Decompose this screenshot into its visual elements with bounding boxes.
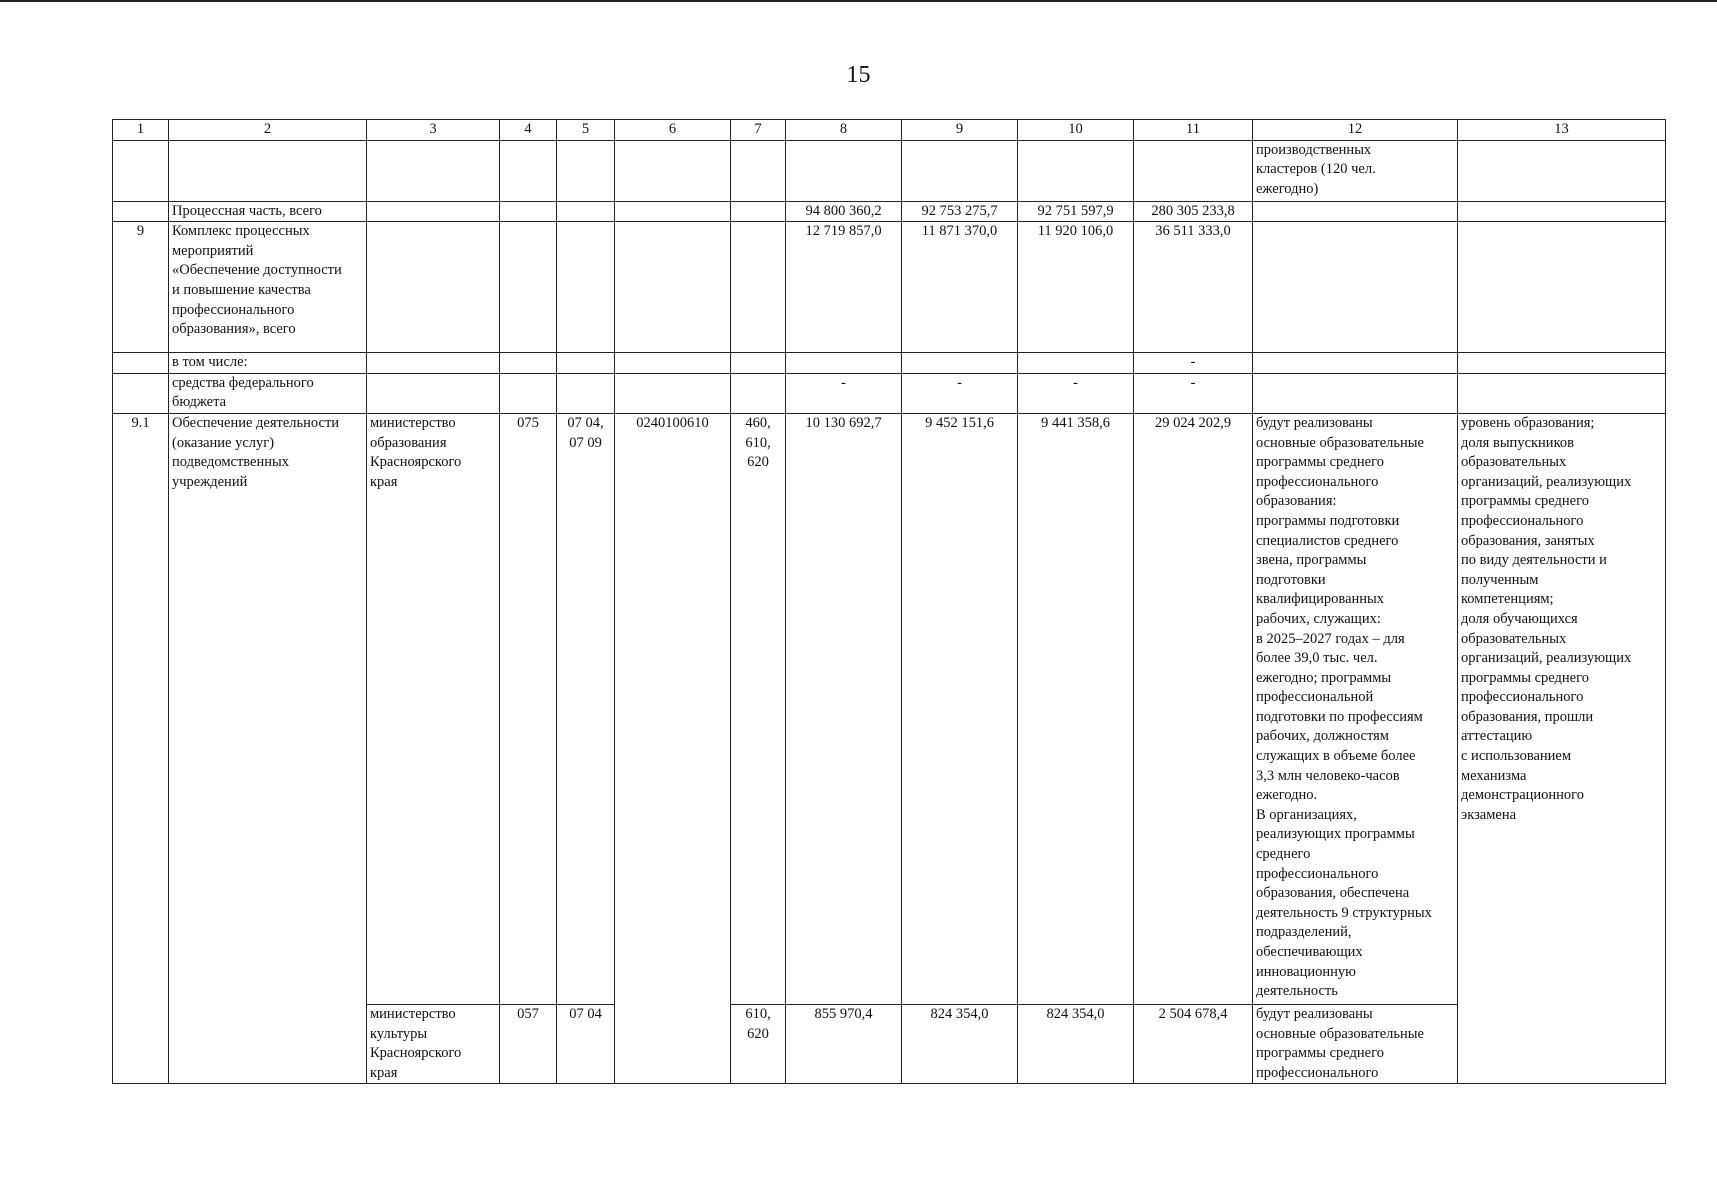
column-header: 13 bbox=[1458, 120, 1666, 141]
column-header: 1 bbox=[113, 120, 169, 141]
column-header: 5 bbox=[557, 120, 615, 141]
row-name: в том числе: bbox=[169, 353, 367, 374]
column-header: 2 bbox=[169, 120, 367, 141]
amount-2027: 824 354,0 bbox=[1018, 1004, 1134, 1083]
column-header: 10 bbox=[1018, 120, 1134, 141]
amount-2025: 12 719 857,0 bbox=[786, 222, 902, 353]
amount-total: 36 511 333,0 bbox=[1134, 222, 1253, 353]
amount-total: 280 305 233,8 bbox=[1134, 201, 1253, 222]
amount-2026: - bbox=[902, 373, 1018, 413]
column-header: 7 bbox=[731, 120, 786, 141]
amount-2025: - bbox=[786, 373, 902, 413]
expense-type: 460, 610, 620 bbox=[731, 413, 786, 1004]
column-header: 4 bbox=[500, 120, 557, 141]
target-indicators: уровень образования; доля выпускников образовательных организаций, реализующих программы среднего профессионального образования, занятых по виду деятельности и полученным компетенциям; доля обучающихся образовательных организаций, реализующих программы среднего профессионального образования, прошли аттестацию с использованием механизма демонстрационного экзамена bbox=[1458, 413, 1666, 1083]
amount-2027: 92 751 597,9 bbox=[1018, 201, 1134, 222]
amount-2026: 824 354,0 bbox=[902, 1004, 1018, 1083]
amount-total: 29 024 202,9 bbox=[1134, 413, 1253, 1004]
amount-2027: 11 920 106,0 bbox=[1018, 222, 1134, 353]
column-header: 9 bbox=[902, 120, 1018, 141]
page-number: 15 bbox=[846, 62, 871, 88]
column-header: 6 bbox=[615, 120, 731, 141]
program-table bbox=[112, 119, 1666, 1084]
amount-2026: 9 452 151,6 bbox=[902, 413, 1018, 1004]
column-header: 11 bbox=[1134, 120, 1253, 141]
column-header: 12 bbox=[1253, 120, 1458, 141]
expected-result: будут реализованы основные образовательные программы среднего профессионального образования: программы подготовки специалистов среднего звена, программы подготовки квалифицированных рабочих, служащих: в 2025–2027 годах – для более 39,0 тыс. чел. ежегодно; программы профессиональной подготовки по профессиям рабочих, должностям служащих в объеме более 3,3 млн человеко-часов ежегодно. В организациях, реализующих программы среднего профессионального образования, обеспечена деятельность 9 структурных подразделений, обеспечивающих инновационную деятельность bbox=[1253, 413, 1458, 1004]
table-row-continuation bbox=[113, 140, 1666, 201]
amount-2027: - bbox=[1018, 373, 1134, 413]
table-row-9-1-education bbox=[113, 413, 1666, 1004]
target-article: 0240100610 bbox=[615, 413, 731, 1083]
table-row-including bbox=[113, 353, 1666, 374]
column-number-row bbox=[113, 120, 1666, 141]
amount-2025: 94 800 360,2 bbox=[786, 201, 902, 222]
amount-2025: 855 970,4 bbox=[786, 1004, 902, 1083]
result-cell: производственных кластеров (120 чел. ежегодно) bbox=[1253, 140, 1458, 201]
row-number: 9.1 bbox=[113, 413, 169, 1083]
top-border-line bbox=[0, 0, 1717, 2]
amount-total: - bbox=[1134, 353, 1253, 374]
row-name: Обеспечение деятельности (оказание услуг) подведомственных учреждений bbox=[169, 413, 367, 1083]
row-name: Процессная часть, всего bbox=[169, 201, 367, 222]
row-name: средства федерального бюджета bbox=[169, 373, 367, 413]
amount-2027: 9 441 358,6 bbox=[1018, 413, 1134, 1004]
amount-total: 2 504 678,4 bbox=[1134, 1004, 1253, 1083]
ministry-code: 075 bbox=[500, 413, 557, 1004]
expense-type: 610, 620 bbox=[731, 1004, 786, 1083]
amount-2025: 10 130 692,7 bbox=[786, 413, 902, 1004]
row-name: Комплекс процессных мероприятий «Обеспечение доступности и повышение качества профессионального образования», всего bbox=[169, 222, 367, 353]
table-row-complex-9 bbox=[113, 222, 1666, 353]
amount-2026: 92 753 275,7 bbox=[902, 201, 1018, 222]
column-header: 3 bbox=[367, 120, 500, 141]
amount-2026: 11 871 370,0 bbox=[902, 222, 1018, 353]
section-code: 07 04 bbox=[557, 1004, 615, 1083]
column-header: 8 bbox=[786, 120, 902, 141]
ministry-code: 057 bbox=[500, 1004, 557, 1083]
expected-result: будут реализованы основные образовательные программы среднего профессионального bbox=[1253, 1004, 1458, 1083]
executor: министерство образования Красноярского края bbox=[367, 413, 500, 1004]
table-row-federal-budget bbox=[113, 373, 1666, 413]
section-code: 07 04, 07 09 bbox=[557, 413, 615, 1004]
row-number: 9 bbox=[113, 222, 169, 353]
executor: министерство культуры Красноярского края bbox=[367, 1004, 500, 1083]
table-row-process-total bbox=[113, 201, 1666, 222]
amount-total: - bbox=[1134, 373, 1253, 413]
